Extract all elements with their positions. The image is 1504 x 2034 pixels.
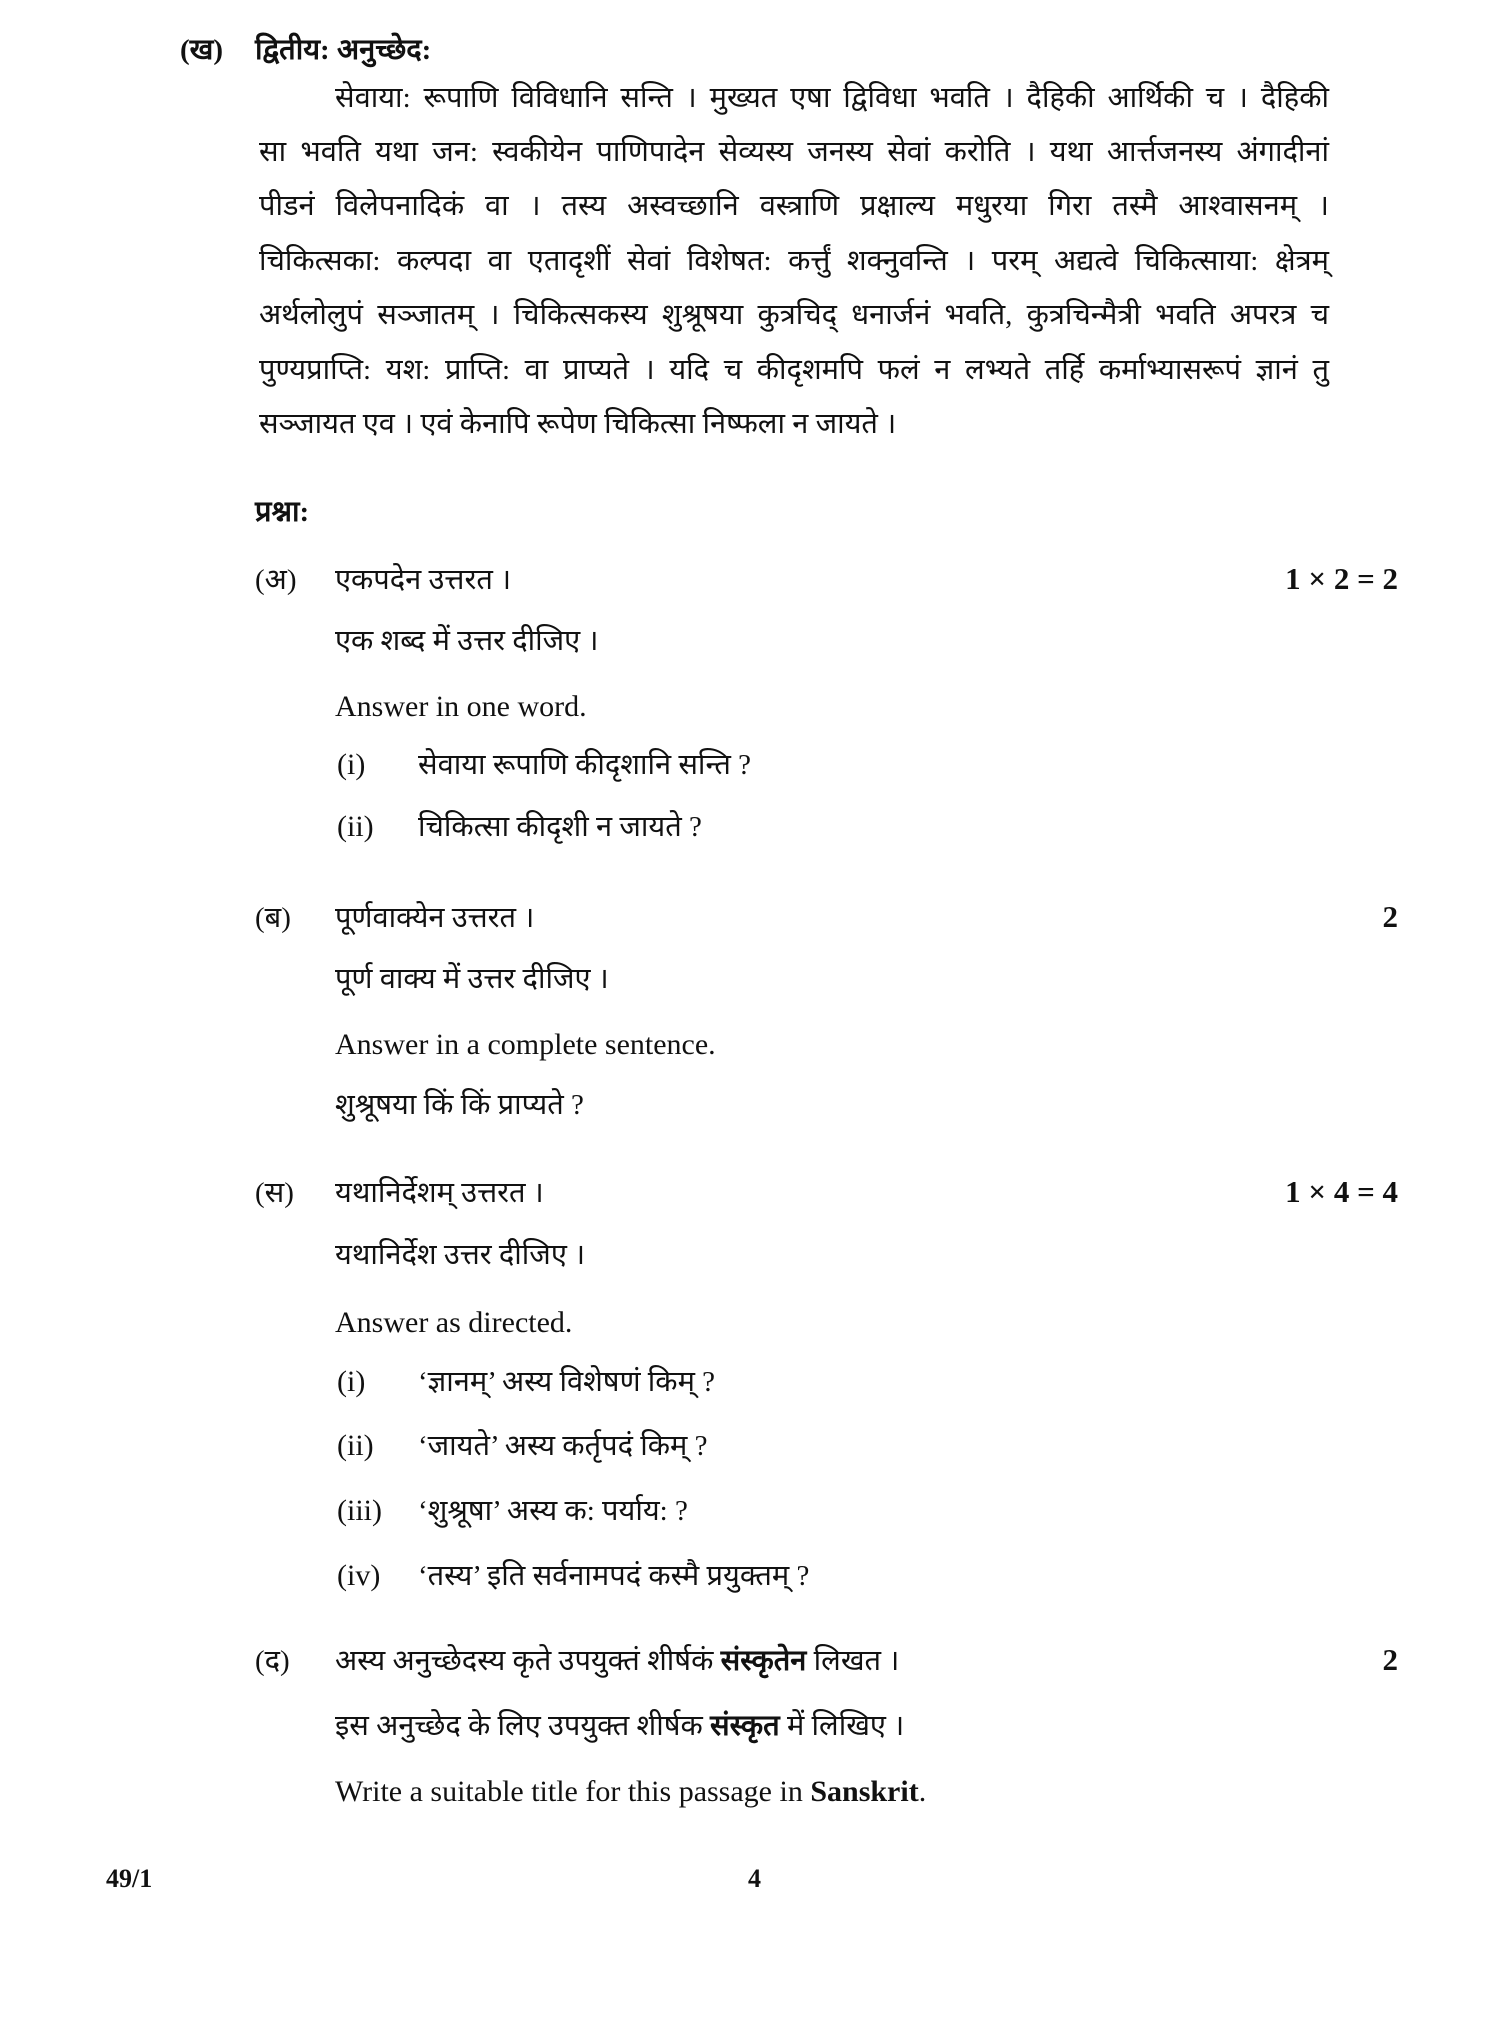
section-label: (ख) [180,34,224,66]
subquestion-text: सेवाया रूपाणि कीदृशानि सन्ति ? [418,749,752,781]
question-label: (अ) [255,564,297,596]
question-marks: 2 [1382,1642,1398,1677]
subquestion-number: (i) [337,748,366,781]
paper-code: 49/1 [106,1864,153,1893]
passage-line: सेवाया: रूपाणि विविधानि सन्ति । मुख्यत एषा द्विविधा भवति । दैहिकी आर्थिकी च । दैहिकी [335,82,1329,114]
text: इस अनुच्छेद के लिए उपयुक्त शीर्षक [335,1710,710,1742]
passage-line: पुण्यप्राप्ति: यश: प्राप्ति: वा प्राप्यते । यदि च कीदृशमपि फलं न लभ्यते तर्हि कर्माभ्यासरूपं ज्ञानं तु [259,354,1329,386]
question-english [335,1774,926,1810]
text: Write a suitable title for this passage in [335,1775,811,1808]
question-sanskrit [335,1643,899,1679]
subquestion-number: (ii) [337,1429,374,1462]
question-english: Answer as directed. [335,1306,573,1339]
text: अस्य अनुच्छेदस्य कृते उपयुक्तं शीर्षकं [335,1645,721,1677]
subquestion-text: चिकित्सा कीदृशी न जायते ? [418,811,702,843]
page-number: 4 [748,1864,761,1893]
passage-line: सञ्जायत एव । एवं केनापि रूपेण चिकित्सा निष्फला न जायते । [259,408,897,440]
question-hindi: यथानिर्देश उत्तर दीजिए । [335,1239,586,1271]
passage-line: चिकित्सका: कल्पदा वा एतादृशीं सेवां विशेषत: कर्त्तुं शक्नुवन्ति । परम् अद्यत्वे चिकित्साया: क्षेत्रम् [259,245,1329,277]
question-sanskrit: यथानिर्देशम् उत्तरत । [335,1177,544,1209]
subquestion-text: ‘ज्ञानम्’ अस्य विशेषणं किम् ? [418,1366,716,1398]
question-hindi [335,1708,904,1744]
question-marks: 1 × 4 = 4 [1285,1174,1398,1209]
question-hindi: एक शब्द में उत्तर दीजिए । [335,625,599,657]
question-marks: 1 × 2 = 2 [1285,561,1398,596]
question-sanskrit: पूर्णवाक्येन उत्तरत । [335,902,535,934]
question-text: शुश्रूषया किं किं प्राप्यते ? [335,1089,584,1121]
question-label: (ब) [255,902,291,934]
text: लिखत । [806,1645,900,1677]
question-marks: 2 [1382,899,1398,934]
question-english: Answer in a complete sentence. [335,1028,716,1061]
text: में लिखिए । [779,1710,905,1742]
bold-text: संस्कृत [710,1710,780,1742]
subquestion-text: ‘जायते’ अस्य कर्तृपदं किम् ? [418,1430,708,1462]
passage-line: सा भवति यथा जन: स्वकीयेन पाणिपादेन सेव्यस्य जनस्य सेवां करोति । यथा आर्त्तजनस्य अंगादीनां [259,136,1329,168]
text: . [918,1775,927,1808]
bold-text: Sanskrit [810,1775,919,1808]
question-label: (स) [255,1177,294,1209]
subquestion-number: (iii) [337,1494,382,1527]
bold-text: संस्कृतेन [720,1645,807,1677]
subquestion-number: (i) [337,1365,366,1398]
question-english: Answer in one word. [335,690,587,723]
questions-heading: प्रश्ना: [255,496,310,528]
subquestion-text: ‘तस्य’ इति सर्वनामपदं कस्मै प्रयुक्तम् ? [418,1560,810,1592]
passage-line: अर्थलोलुपं सञ्जातम् । चिकित्सकस्य शुश्रूषया कुत्रचिद् धनार्जनं भवति, कुत्रचिन्मैत्री भवति अपरत्र च [259,299,1329,331]
question-hindi: पूर्ण वाक्य में उत्तर दीजिए । [335,963,609,995]
question-sanskrit: एकपदेन उत्तरत । [335,564,512,596]
section-title: द्वितीय: अनुच्छेद: [255,34,432,66]
passage-line: पीडनं विलेपनादिकं वा । तस्य अस्वच्छानि वस्त्राणि प्रक्षाल्य मधुरया गिरा तस्मै आश्वासनम् । [259,190,1329,222]
question-label: (द) [255,1645,290,1677]
subquestion-number: (ii) [337,810,374,843]
subquestion-number: (iv) [337,1559,381,1592]
subquestion-text: ‘शुश्रूषा’ अस्य क: पर्याय: ? [418,1495,688,1527]
